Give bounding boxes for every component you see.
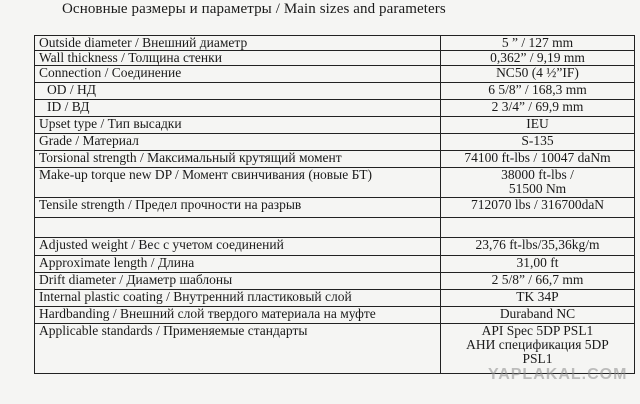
- parameter-value: [441, 117, 635, 134]
- parameter-name: Drift diameter / Диаметр шаблоны: [35, 273, 441, 290]
- parameter-value-line: 6 5/8” / 168,3 mm: [488, 82, 587, 97]
- parameter-name: Torsional strength / Максимальный крутящий момент: [35, 151, 441, 168]
- parameter-value: [441, 238, 635, 256]
- parameter-value: [441, 168, 635, 198]
- table-row: [35, 168, 635, 198]
- table-row: [35, 36, 635, 51]
- table-row: [35, 83, 635, 100]
- parameter-value-line: 2 3/4” / 69,9 mm: [491, 99, 584, 114]
- parameter-value-line: 2 5/8” / 66,7 mm: [491, 272, 584, 287]
- parameter-value: [441, 51, 635, 66]
- parameter-value-line: 38000 ft-lbs /: [501, 167, 574, 182]
- parameter-value-line: 31,00 ft: [516, 255, 559, 270]
- parameter-name: Make-up torque new DP / Момент свинчивания (новые БТ): [35, 168, 441, 198]
- parameter-name: Wall thickness / Толщина стенки: [35, 51, 441, 66]
- parameter-value-line: IEU: [526, 116, 549, 131]
- table-row: [35, 256, 635, 273]
- table-row: [35, 273, 635, 290]
- table-row: [35, 100, 635, 117]
- parameter-name: Internal plastic coating / Внутренний пластиковый слой: [35, 290, 441, 307]
- parameter-value: [441, 100, 635, 117]
- parameter-value-line: 0,362” / 9,19 mm: [490, 50, 585, 65]
- table-row: [35, 307, 635, 324]
- parameter-name: Outside diameter / Внешний диаметр: [35, 36, 441, 51]
- table-row: [35, 134, 635, 151]
- parameter-value: [441, 290, 635, 307]
- parameter-value: [441, 218, 635, 238]
- parameter-value-line: S-135: [521, 133, 554, 148]
- parameter-name: Applicable standards / Применяемые стандарты: [35, 324, 441, 374]
- table-row: [35, 51, 635, 66]
- table-row: [35, 198, 635, 218]
- parameter-value-line: 23,76 ft-lbs/35,36kg/m: [475, 237, 600, 252]
- site-watermark: YAPLAKAL.COM: [488, 366, 628, 383]
- parameter-value-line: 74100 ft-lbs / 10047 daNm: [464, 150, 611, 165]
- parameter-value-line: API Spec 5DP PSL1: [481, 323, 594, 338]
- parameter-value: [441, 151, 635, 168]
- parameter-name: Connection / Соединение: [35, 66, 441, 83]
- parameter-value: [441, 198, 635, 218]
- parameter-value-line: АНИ спецификация 5DP: [466, 337, 609, 352]
- parameter-value-line: NC50 (4 ½”IF): [496, 65, 579, 80]
- parameter-value-line: 712070 lbs / 316700daN: [470, 197, 605, 212]
- table-row: [35, 290, 635, 307]
- parameter-name: ID / ВД: [35, 100, 441, 117]
- table-row: [35, 218, 635, 238]
- parameter-value: [441, 66, 635, 83]
- parameter-value-line: 51500 Nm: [508, 181, 567, 196]
- table-row: [35, 66, 635, 83]
- parameter-value: [441, 273, 635, 290]
- parameter-name: Approximate length / Длина: [35, 256, 441, 273]
- parameter-value-line: PSL1: [522, 351, 553, 366]
- parameter-name: Tensile strength / Предел прочности на разрыв: [35, 198, 441, 218]
- parameter-value: [441, 307, 635, 324]
- parameter-name: Grade / Материал: [35, 134, 441, 151]
- parameter-value: [441, 83, 635, 100]
- parameter-name: OD / НД: [35, 83, 441, 100]
- parameter-value: [441, 134, 635, 151]
- table-row: [35, 238, 635, 256]
- parameter-name: Hardbanding / Внешний слой твердого материала на муфте: [35, 307, 441, 324]
- document-heading: Основные размеры и параметры / Main sizes and parameters: [62, 1, 446, 17]
- parameter-value-line: Duraband NC: [499, 306, 576, 321]
- parameters-table: [34, 35, 635, 374]
- table-row: [35, 117, 635, 134]
- parameter-value: [441, 36, 635, 51]
- parameter-name: Adjusted weight / Вес с учетом соединений: [35, 238, 441, 256]
- parameter-name: [35, 218, 441, 238]
- parameter-name: Upset type / Тип высадки: [35, 117, 441, 134]
- parameter-value-line: TK 34P: [516, 289, 559, 304]
- parameter-value-line: 5 ” / 127 mm: [501, 35, 574, 50]
- parameter-value: [441, 256, 635, 273]
- table-row: [35, 151, 635, 168]
